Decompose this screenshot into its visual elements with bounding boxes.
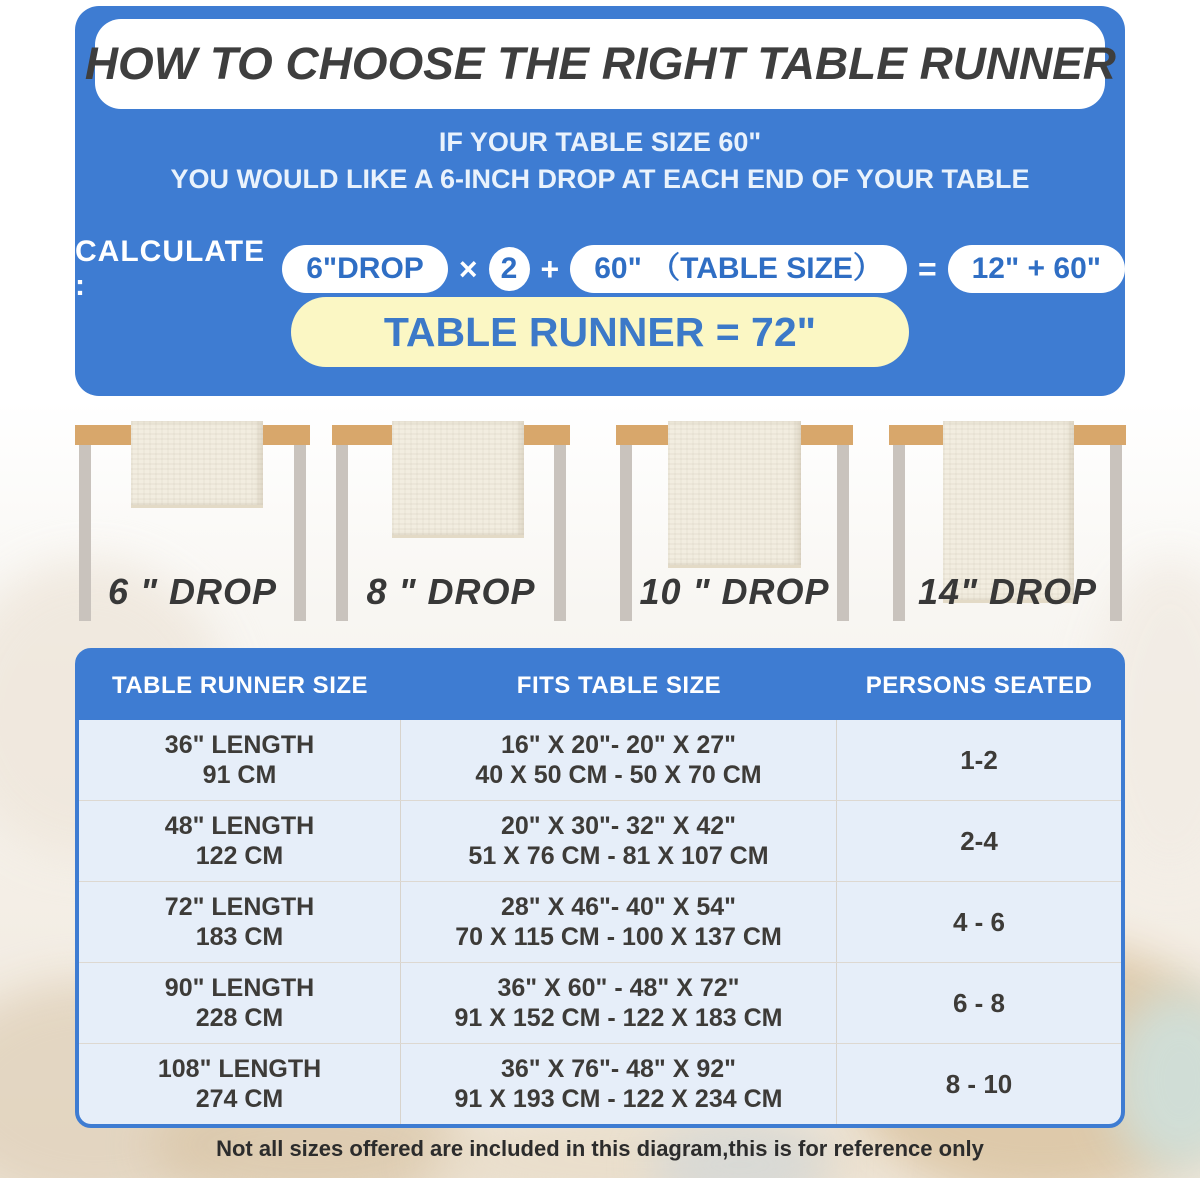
table-row [79, 720, 1121, 800]
fits-size-inches: 36" X 76"- 48" X 92" [500, 1055, 737, 1083]
runner-cloth [131, 421, 263, 508]
fits-table-cell [401, 1044, 837, 1124]
runner-size-cm: 122 CM [195, 842, 284, 870]
drop-label: 6 " DROP [107, 571, 278, 612]
fits-size-cm: 91 X 152 CM - 122 X 183 CM [454, 1004, 783, 1032]
plus-operator: + [540, 250, 560, 287]
column-header-fits-table: FITS TABLE SIZE [516, 672, 722, 699]
equals-operator: = [917, 250, 937, 287]
runner-result-pill: TABLE RUNNER = 72" [291, 297, 909, 367]
runner-size-inches: 36" LENGTH [164, 731, 315, 759]
runner-size-cell [79, 720, 401, 800]
drop-figure-14in [889, 425, 1126, 625]
fits-size-cm: 51 X 76 CM - 81 X 107 CM [468, 842, 769, 870]
sum-pill: 12" + 60" [948, 245, 1125, 293]
runner-size-cm: 274 CM [195, 1085, 284, 1113]
drop-figure-8in [332, 425, 570, 625]
fits-table-cell [401, 720, 837, 800]
size-chart-body [79, 720, 1121, 1124]
runner-cloth [668, 421, 801, 568]
persons-cell: 6 - 8 [952, 988, 1006, 1018]
header-panel [75, 6, 1125, 396]
runner-size-inches: 48" LENGTH [164, 812, 315, 840]
persons-cell: 4 - 6 [952, 907, 1006, 937]
multiply-operator: × [458, 250, 478, 287]
multiplier-badge: 2 [489, 247, 530, 291]
calculate-label: CALCULATE : [75, 235, 266, 302]
column-header-persons: PERSONS SEATED [865, 672, 1093, 699]
runner-size-cell [79, 963, 401, 1043]
drop-label: 8 " DROP [366, 571, 536, 612]
runner-size-inches: 72" LENGTH [164, 893, 315, 921]
table-size-pill: 60" （TABLE SIZE） [570, 245, 907, 293]
runner-size-inches: 108" LENGTH [157, 1055, 322, 1083]
runner-size-cm: 183 CM [195, 923, 284, 951]
fits-size-inches: 20" X 30"- 32" X 42" [500, 812, 737, 840]
runner-size-cm: 228 CM [195, 1004, 284, 1032]
page-title: HOW TO CHOOSE THE RIGHT TABLE RUNNER [84, 38, 1116, 89]
persons-cell: 2-4 [960, 826, 998, 856]
fits-size-inches: 16" X 20"- 20" X 27" [500, 731, 737, 759]
fits-size-cm: 40 X 50 CM - 50 X 70 CM [475, 761, 762, 789]
runner-size-inches: 90" LENGTH [164, 974, 315, 1002]
fits-size-inches: 28" X 46"- 40" X 54" [500, 893, 737, 921]
calculation-row [75, 235, 1125, 303]
runner-cloth [392, 421, 524, 538]
drop-value-pill: 6"DROP [282, 245, 448, 293]
size-chart-table [75, 648, 1125, 1128]
drop-label: 14" DROP [917, 571, 1098, 612]
column-header-runner-size: TABLE RUNNER SIZE [111, 672, 369, 699]
runner-size-cell [79, 882, 401, 962]
fits-table-cell [401, 963, 837, 1043]
runner-size-cell [79, 801, 401, 881]
title-box [84, 19, 1116, 109]
subtitle-line-1: IF YOUR TABLE SIZE 60" [438, 127, 762, 157]
fits-size-cm: 70 X 115 CM - 100 X 137 CM [455, 923, 782, 951]
fits-size-cm: 91 X 193 CM - 122 X 234 CM [454, 1085, 783, 1113]
drop-label: 10 " DROP [639, 571, 830, 612]
drop-figure-6in [75, 425, 310, 625]
reference-footnote: Not all sizes offered are included in this diagram,this is for reference only [216, 1136, 984, 1161]
runner-size-cell [79, 1044, 401, 1124]
table-row [79, 962, 1121, 1043]
table-row [79, 881, 1121, 962]
drop-figure-10in [616, 425, 853, 625]
persons-cell: 1-2 [960, 745, 998, 775]
size-chart-header [79, 652, 1121, 720]
runner-size-cm: 91 CM [202, 761, 277, 789]
fits-table-cell [401, 882, 837, 962]
fits-table-cell [401, 801, 837, 881]
persons-cell: 8 - 10 [945, 1069, 1013, 1099]
fits-size-inches: 36" X 60" - 48" X 72" [497, 974, 740, 1002]
subtitle-line-2: YOU WOULD LIKE A 6-INCH DROP AT EACH END OF YOUR TABLE [170, 164, 1030, 194]
table-row [79, 800, 1121, 881]
table-row [79, 1043, 1121, 1124]
